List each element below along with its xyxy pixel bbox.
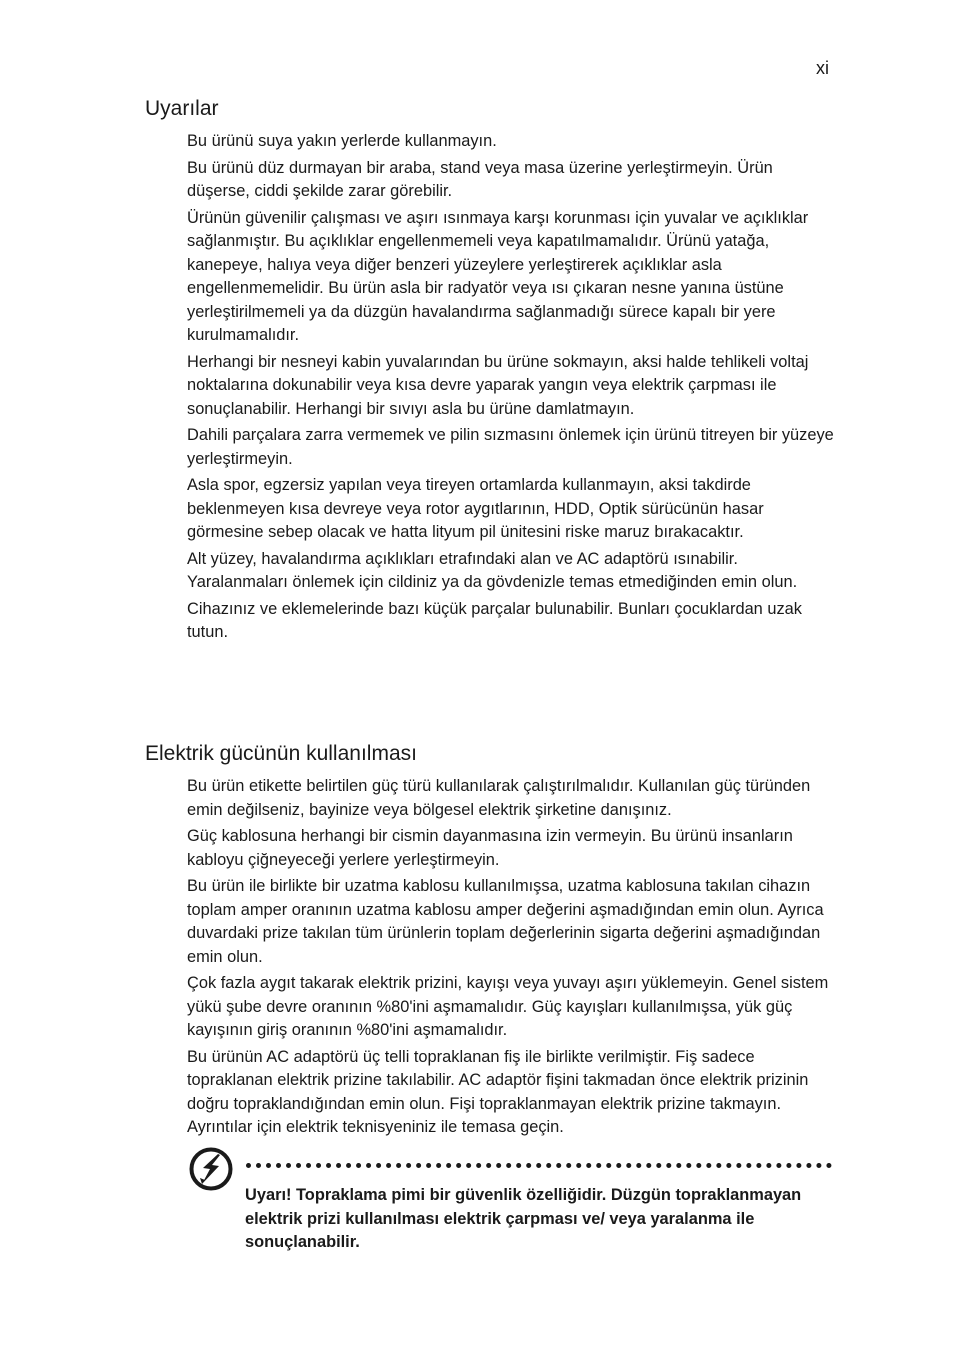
warning-divider <box>246 1163 832 1168</box>
paragraph: Asla spor, egzersiz yapılan veya tireyen ortamlarda kullanmayın, aksi takdirde beklenmeyen kısa devreye veya rotor aygıtlarının, HDD, Optik sürücünün hasar görmesine sebep olacak ve hatta lityum pil ünitesini riske maruz bırakacaktır. <box>187 476 764 541</box>
section-heading-power: Elektrik gücünün kullanılması <box>145 742 417 765</box>
paragraph: Alt yüzey, havalandırma açıklıkları etrafındaki alan ve AC adaptörü ısınabilir. Yaralanmaları önlemek için cildiniz ya da gövdenizle temas etmediğinden emin olun. <box>187 549 798 591</box>
paragraph: Bu ürün etikette belirtilen güç türü kullanılarak çalıştırılmalıdır. Kullanılan güç türünden emin değilseniz, bayinize veya bölgesel elektrik şirketine danışınız. <box>187 777 811 819</box>
warnings-paragraphs <box>187 130 837 648</box>
paragraph: Güç kablosuna herhangi bir cismin dayanmasına izin vermeyin. Bu ürünü insanların kabloyu çiğneyeceği yerlere yerleştirmeyin. <box>187 827 793 869</box>
power-paragraphs <box>187 775 837 1143</box>
paragraph: Ürünün güvenilir çalışması ve aşırı ısınmaya karşı korunması için yuvalar ve açıklıklar sağlanmıştır. Bu açıklıklar engellenmemeli veya kapatılmamalıdır. Ürünü yatağa, kanepeye, halıya veya diğer benzeri yüzeylere yerleştirerek açıklıklar asla engellenmemelidir. Bu ürün asla bir radyatör veya ısı çıkaran nesne yanına üstüne yerleştirilmemeli ya da düzgün havalandırma sağlanmadığı sürece kapalı bir yere kurulmamalıdır. <box>187 208 809 344</box>
paragraph: Bu ürünü suya yakın yerlerde kullanmayın. <box>187 132 497 150</box>
page-number: xi <box>816 58 829 78</box>
paragraph: Herhangi bir nesneyi kabin yuvalarından bu ürüne sokmayın, aksi halde tehlikeli voltaj noktalarına dokunabilir veya kısa devre yaparak yangın veya elektrik çarpması ile sonuçlanabilir. Herhangi bir sıvıyı asla bu ürüne damlatmayın. <box>187 352 809 418</box>
lightning-warning-icon <box>189 1147 233 1191</box>
paragraph: Çok fazla aygıt takarak elektrik prizini, kayışı veya yuvayı aşırı yüklemeyin. Genel sistem yükü şube devre oranının %80'ini aşmamalıdır. Güç kayışları kullanılmışsa, yük güç kayışının giriş oranının %80'ini aşmamalıdır. <box>187 974 829 1039</box>
paragraph: Bu ürünü düz durmayan bir araba, stand veya masa üzerine yerleştirmeyin. Ürün düşerse, ciddi şekilde zarar görebilir. <box>187 158 773 200</box>
paragraph: Cihazınız ve eklemelerinde bazı küçük parçalar bulunabilir. Bunları çocuklardan uzak tutun. <box>187 599 802 641</box>
warning-text: Uyarı! Topraklama pimi bir güvenlik özelliğidir. Düzgün topraklanmayan elektrik prizi kullanılması elektrik çarpması ve/ veya yaralanma ile sonuçlanabilir. <box>245 1186 802 1251</box>
section-heading-warnings: Uyarılar <box>145 97 219 120</box>
paragraph: Bu ürün ile birlikte bir uzatma kablosu kullanılmışsa, uzatma kablosuna takılan cihazın toplam amper oranının uzatma kablosu amper değerini aşmadığından emin olun. Ayrıca duvardaki prize takılan tüm ürünlerin toplam değerlerinin sigarta değerini aşmadığından emin olun. <box>187 877 824 966</box>
paragraph: Bu ürünün AC adaptörü üç telli topraklanan fiş ile birlikte verilmiştir. Fiş sadece topraklanan elektrik prizine takılabilir. AC adaptör fişini takmadan önce elektrik prizinin doğru topraklandığından emin olun. Fişi topraklanmayan elektrik prizine takmayın. Ayrıntılar için elektrik teknisyeniniz ile temasa geçin. <box>187 1047 809 1136</box>
paragraph: Dahili parçalara zarra vermemek ve pilin sızmasını önlemek için ürünü titreyen bir yüzeye yerleştirmeyin. <box>187 426 834 468</box>
